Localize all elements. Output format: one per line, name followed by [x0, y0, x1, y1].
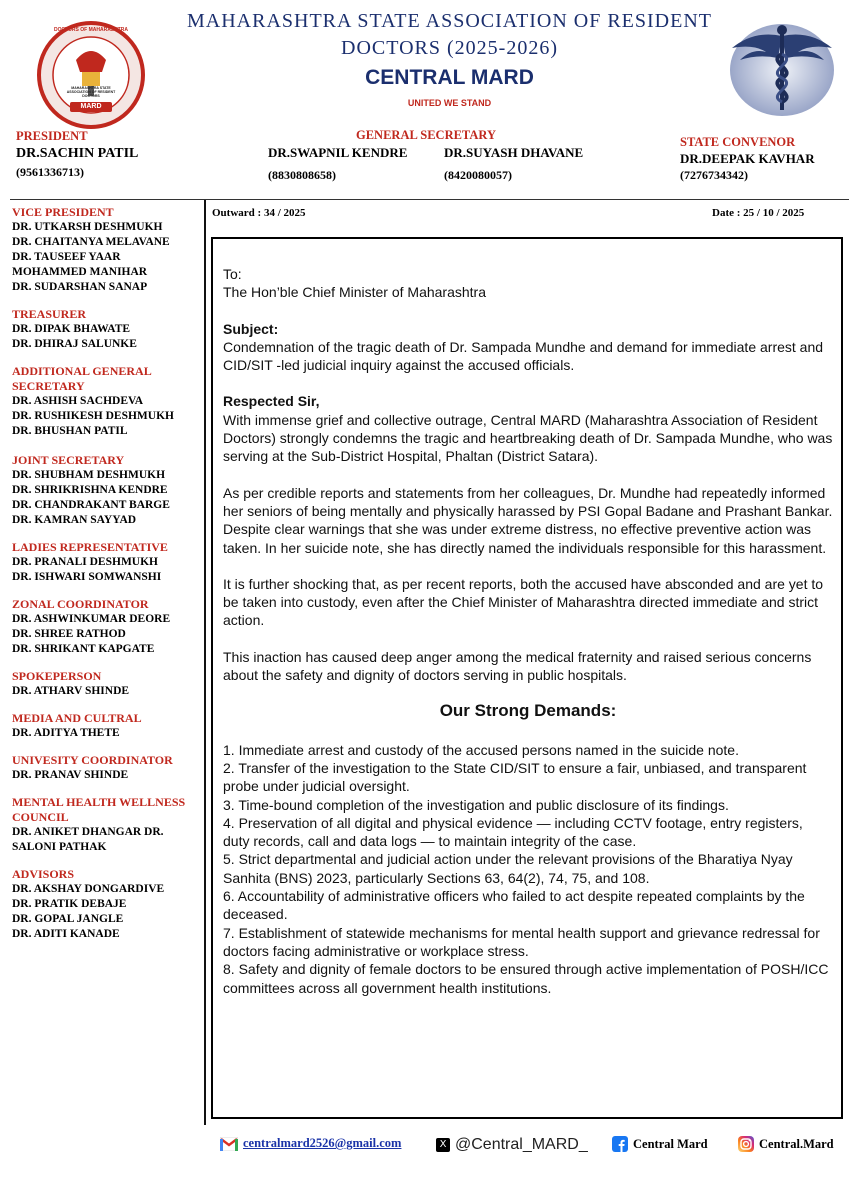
sidebar-member: DR. ANIKET DHANGAR DR. SALONI PATHAK [12, 826, 164, 853]
paragraph-4: This inaction has caused deep anger among the medical fraternity and raised serious concerns about the safety and dignity of doctors serving in public hospitals. [223, 648, 812, 684]
sidebar-section [12, 597, 202, 657]
logo-inner-text: MAHARASHTRA STATE ASSOCIATION OF RESIDENT DOCTORS [66, 86, 116, 98]
sidebar-member: DR. UTKARSH DESHMUKH [12, 221, 163, 233]
sidebar-section [12, 795, 202, 855]
general-secretary-2-name: DR.SUYASH DHAVANE [444, 145, 584, 160]
sidebar-member: DR. TAUSEEF YAAR [12, 251, 121, 263]
org-title-line2: DOCTORS (2025-2026) [341, 37, 558, 59]
office-bearers-sidebar [12, 205, 202, 954]
sidebar-member: DR. ASHISH SACHDEVA [12, 395, 144, 407]
sidebar-member: DR. SHRIKRISHNA KENDRE [12, 484, 168, 496]
sidebar-heading: VICE PRESIDENT [12, 205, 114, 219]
demand-item: 4. Preservation of all digital and physical evidence — including CCTV footage, entry registers, duty records, call and data logs — to maintain integrity of the case. [223, 814, 803, 850]
sidebar-heading: ADVISORS [12, 867, 75, 881]
sidebar-heading: MEDIA AND CULTRAL [12, 711, 142, 725]
sidebar-section [12, 364, 202, 439]
sidebar-member: DR. ADITI KANADE [12, 928, 120, 940]
sidebar-member: DR. PRATIK DEBAJE [12, 898, 127, 910]
subject-label: Subject: [223, 320, 279, 337]
logo-badge: MARD [80, 103, 102, 110]
demand-item: 7. Establishment of statewide mechanisms for mental health support and grievance redressal for doctors facing administrative or workplace stress. [223, 924, 820, 959]
sidebar-member: DR. CHANDRAKANT BARGE [12, 499, 170, 511]
sidebar-section [12, 540, 202, 585]
sidebar-member: DR. ISHWARI SOMWANSHI [12, 571, 162, 583]
general-secretary-1-name: DR.SWAPNIL KENDRE [268, 145, 408, 160]
sidebar-divider [204, 200, 206, 1125]
paragraph-2: As per credible reports and statements from her colleagues, Dr. Mundhe had repeatedly informed her seniors of being mentally and physically harassed by PSI Gopal Badane and Prashant Bankar. Despite clear warnings that she was under extreme distress, no effective preventive action was taken. In her suicide note, she has directly named the individuals responsible for this harassment. [223, 484, 833, 556]
sidebar-section [12, 453, 202, 528]
sidebar-heading: ADDITIONAL GENERAL SECRETARY [12, 364, 152, 393]
footer [0, 1136, 859, 1160]
sidebar-member: DR. PRANAV SHINDE [12, 769, 129, 781]
subject-text: Condemnation of the tragic death of Dr. Sampada Mundhe and demand for immediate arrest and CID/SIT -led judicial inquiry against the accused officials. [223, 338, 824, 374]
sidebar-member: DR. KAMRAN SAYYAD [12, 514, 137, 526]
sidebar-section [12, 307, 202, 352]
sidebar-section [12, 867, 202, 942]
instagram-icon [738, 1136, 754, 1152]
state-convenor-phone: (7276734342) [680, 168, 748, 182]
motto: UNITED WE STAND [407, 98, 492, 108]
demand-item: 5. Strict departmental and judicial action under the relevant provisions of the Bharatiya Nyay Sanhita (BNS) 2023, particularly Sections 63, 64(2), 74, 75, and 108. [223, 851, 793, 886]
demands-list [223, 741, 833, 997]
sidebar-member: DR. ASHWINKUMAR DEORE [12, 613, 171, 625]
sidebar-member: DR. SHUBHAM DESHMUKH [12, 469, 166, 481]
sidebar-member: DR. BHUSHAN PATIL [12, 425, 128, 437]
footer-facebook[interactable] [612, 1136, 708, 1152]
president-phone: (9561336713) [16, 165, 84, 179]
sidebar-member: DR. PRANALI DESHMUKH [12, 556, 158, 568]
facebook-name[interactable]: Central Mard [633, 1136, 708, 1151]
outward-number: Outward : 34 / 2025 [212, 207, 306, 219]
sidebar-member: DR. ATHARV SHINDE [12, 685, 130, 697]
state-convenor-label: STATE CONVENOR [680, 135, 796, 149]
president-label: PRESIDENT [16, 129, 88, 143]
letter-box [211, 237, 843, 1119]
central-mard-title: CENTRAL MARD [365, 66, 534, 89]
footer-instagram[interactable] [738, 1136, 834, 1152]
general-secretary-2-phone: (8420080057) [444, 168, 512, 182]
sidebar-section [12, 205, 202, 295]
paragraph-1: With immense grief and collective outrage, Central MARD (Maharashtra Association of Resident Doctors) strongly condemns the tragic and heartbreaking death of Dr. Sampada Mundhe, who was serving at the Sub-District Hospital, Phaltan (District Satara). [223, 411, 833, 465]
instagram-name[interactable]: Central.Mard [759, 1136, 834, 1151]
gmail-icon [220, 1137, 238, 1151]
org-title-line1: MAHARASHTRA STATE ASSOCIATION OF RESIDENT [186, 10, 712, 32]
logo-ring-text: DOCTORS OF MAHARASHTRA [53, 27, 129, 33]
sidebar-heading: LADIES REPRESENTATIVE [12, 540, 168, 554]
general-secretary-label: GENERAL SECRETARY [356, 128, 496, 142]
president-name: DR.SACHIN PATIL [16, 146, 139, 161]
sidebar-member: MOHAMMED MANIHAR [12, 266, 148, 278]
sidebar-section [12, 753, 202, 783]
paragraph-3: It is further shocking that, as per recent reports, both the accused have absconded and are yet to be taken into custody, even after the Chief Minister of Maharashtra directed immediate and strict action. [223, 575, 824, 629]
sidebar-heading: JOINT SECRETARY [12, 453, 125, 467]
salutation: Respected Sir, [223, 393, 320, 410]
sidebar-member: DR. SHRIKANT KAPGATE [12, 643, 155, 655]
sidebar-member: DR. ADITYA THETE [12, 727, 120, 739]
demand-item: 6. Accountability of administrative officers who failed to act despite repeated complaints by the deceased. [223, 888, 805, 923]
sidebar-heading: TREASURER [12, 307, 87, 321]
sidebar-heading: UNIVESITY COORDINATOR [12, 753, 173, 767]
footer-x[interactable] [436, 1136, 588, 1154]
x-logo-icon: X [436, 1138, 450, 1152]
caduceus-icon [726, 18, 838, 118]
x-handle[interactable]: @Central_MARD_ [455, 1136, 588, 1153]
sidebar-member: DR. CHAITANYA MELAVANE [12, 236, 170, 248]
sidebar-heading: MENTAL HEALTH WELLNESS COUNCIL [12, 795, 186, 824]
sidebar-heading: ZONAL COORDINATOR [12, 597, 149, 611]
sidebar-heading: SPOKEPERSON [12, 669, 102, 683]
to-recipient: The Hon’ble Chief Minister of Maharashtra [223, 284, 487, 301]
sidebar-member: DR. SHREE RATHOD [12, 628, 126, 640]
demand-item: 3. Time-bound completion of the investigation and public disclosure of its findings. [223, 796, 729, 813]
sidebar-member: DR. SUDARSHAN SANAP [12, 281, 148, 293]
sidebar-member: DR. DHIRAJ SALUNKE [12, 338, 137, 350]
sidebar-member: DR. RUSHIKESH DESHMUKH [12, 410, 174, 422]
sidebar-section [12, 669, 202, 699]
header-divider [10, 199, 849, 200]
sidebar-section [12, 711, 202, 741]
to-label: To: [223, 266, 242, 282]
sidebar-member: DR. GOPAL JANGLE [12, 913, 124, 925]
email-link[interactable]: centralmard2526@gmail.com [243, 1136, 402, 1150]
state-convenor-name: DR.DEEPAK KAVHAR [680, 151, 815, 166]
sidebar-member: DR. AKSHAY DONGARDIVE [12, 883, 165, 895]
letter-date: Date : 25 / 10 / 2025 [712, 207, 805, 219]
letter-body [223, 265, 833, 997]
sidebar-member: DR. DIPAK BHAWATE [12, 323, 131, 335]
facebook-icon [612, 1136, 628, 1152]
general-secretary-1-phone: (8830808658) [268, 168, 336, 182]
demand-item: 1. Immediate arrest and custody of the accused persons named in the suicide note. [223, 741, 739, 758]
demand-item: 8. Safety and dignity of female doctors to be ensured through active implementation of POSH/ICC committees across all government health institutions. [223, 961, 829, 996]
demands-title: Our Strong Demands: [439, 701, 617, 721]
demand-item: 2. Transfer of the investigation to the State CID/SIT to ensure a fair, unbiased, and transparent probe under judicial oversight. [223, 759, 807, 795]
footer-email[interactable] [220, 1136, 401, 1151]
